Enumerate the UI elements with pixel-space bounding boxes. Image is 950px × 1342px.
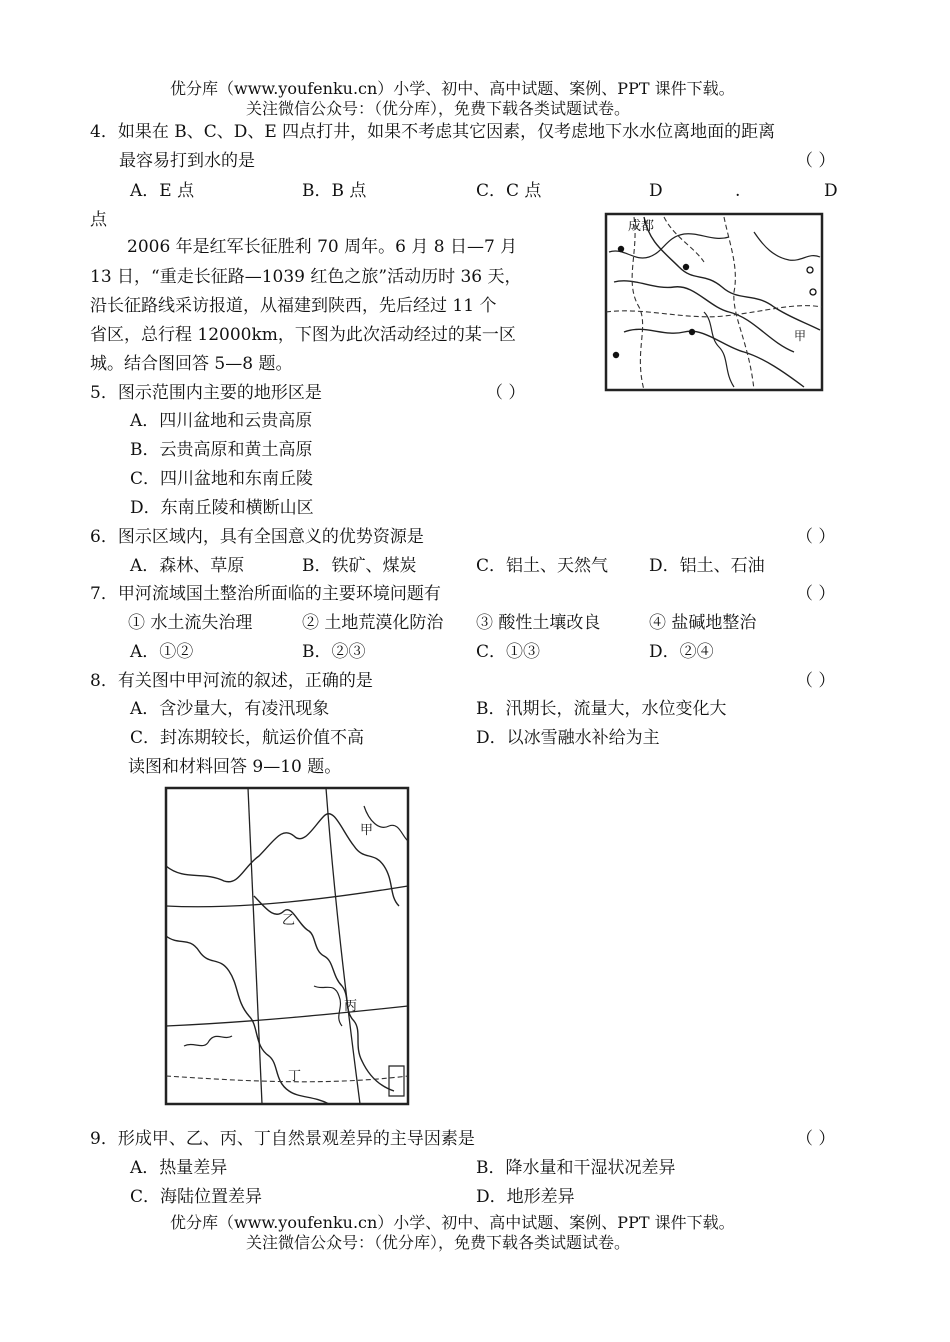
q5-option-a: A．四川盆地和云贵高原: [130, 411, 313, 431]
footer-line-1: 优分库（www.youfenku.cn）小学、初中、高中试题、案例、PPT 课件下载。: [170, 1213, 735, 1232]
q7-item-3: ③ 酸性土壤改良: [476, 613, 601, 633]
q4-answer-paren: （ ）: [796, 151, 836, 171]
q6-option-c: C．铝土、天然气: [476, 556, 609, 576]
map2-label-bing: 丙: [344, 999, 358, 1014]
q8-option-d: D．以冰雪融水补给为主: [476, 728, 660, 748]
q4-option-d-tail: 点: [90, 210, 107, 230]
q7-answer-paren: （ ）: [796, 584, 836, 604]
q8-option-c: C．封冻期较长，航运价值不高: [130, 728, 365, 748]
q9-stem: 9．形成甲、乙、丙、丁自然景观差异的主导因素是: [90, 1129, 475, 1149]
q5-option-b: B．云贵高原和黄土高原: [130, 440, 313, 460]
map2-label-jia: 甲: [360, 823, 374, 838]
q8-stem: 8．有关图中甲河流的叙述，正确的是: [90, 671, 373, 691]
region-map-southwest: [604, 212, 826, 392]
china-east-map: [164, 786, 410, 1106]
region-map-svg: [604, 212, 826, 392]
q5-stem: 5．图示范围内主要的地形区是: [90, 383, 322, 403]
q5-option-c: C．四川盆地和东南丘陵: [130, 469, 314, 489]
q7-option-c: C．①③: [476, 642, 541, 662]
map2-label-ding: 丁: [288, 1069, 302, 1084]
q4-option-a: A．E 点: [130, 181, 195, 201]
q9-option-d: D．地形差异: [476, 1187, 575, 1207]
q4-option-c: C．C 点: [476, 181, 542, 201]
passage-line-3: 沿长征路线采访报道，从福建到陕西，先后经过 11 个: [90, 296, 497, 316]
china-east-map-svg: [164, 786, 410, 1106]
q4-stem-line1: 4．如果在 B、C、D、E 四点打井，如果不考虑其它因素，仅考虑地下水水位离地面的距离: [90, 122, 776, 142]
q7-item-4: ④ 盐碱地整治: [649, 613, 757, 633]
q7-item-1: ① 水土流失治理: [128, 613, 253, 633]
footer-line-2: 关注微信公众号：（优分库），免费下载各类试题试卷。: [246, 1233, 631, 1252]
q7-item-2: ② 土地荒漠化防治: [302, 613, 444, 633]
q6-stem: 6．图示区域内，具有全国意义的优势资源是: [90, 527, 424, 547]
q8-answer-paren: （ ）: [796, 671, 836, 691]
q9-option-c: C．海陆位置差异: [130, 1187, 263, 1207]
q7-option-b: B．②③: [302, 642, 366, 662]
q4-option-b: B．B 点: [302, 181, 367, 201]
q6-option-a: A．森林、草原: [130, 556, 245, 576]
q4-option-d-dot: .: [735, 181, 741, 201]
q6-option-b: B．铁矿、煤炭: [302, 556, 417, 576]
q4-option-d-letter: D: [649, 181, 663, 201]
q7-stem: 7．甲河流域国土整治所面临的主要环境问题有: [90, 584, 441, 604]
q9-option-a: A．热量差异: [130, 1158, 228, 1178]
q4-option-d-text: D: [824, 181, 838, 201]
map1-label-jia: 甲: [794, 329, 807, 343]
q7-option-a: A．①②: [130, 642, 194, 662]
q5-answer-paren: （ ）: [486, 383, 526, 403]
map2-label-yi: 乙: [282, 913, 296, 928]
q8-option-a: A．含沙量大，有凌汛现象: [130, 699, 330, 719]
q5-option-d: D．东南丘陵和横断山区: [130, 498, 314, 518]
q6-option-d: D．铝土、石油: [649, 556, 765, 576]
q4-stem-line2: 最容易打到水的是: [119, 151, 255, 171]
q7-option-d: D．②④: [649, 642, 714, 662]
map1-label-chengdu: 成都: [628, 219, 655, 234]
passage-line-1: 2006 年是红军长征胜利 70 周年。6 月 8 日—7 月: [127, 237, 518, 257]
header-line-2: 关注微信公众号：（优分库），免费下载各类试题试卷。: [246, 99, 631, 118]
passage-line-2: 13 日，“重走长征路—1039 红色之旅”活动历时 36 天，: [90, 267, 522, 287]
q9-answer-paren: （ ）: [796, 1129, 836, 1149]
header-line-1: 优分库（www.youfenku.cn）小学、初中、高中试题、案例、PPT 课件下载。: [170, 79, 735, 98]
passage-line-5: 城。结合图回答 5—8 题。: [90, 354, 293, 374]
q6-answer-paren: （ ）: [796, 527, 836, 547]
passage-line-4: 省区，总行程 12000km，下图为此次活动经过的某一区: [90, 325, 516, 345]
q9-option-b: B．降水量和干湿状况差异: [476, 1158, 676, 1178]
intro-9-10: 读图和材料回答 9—10 题。: [128, 757, 342, 777]
q8-option-b: B．汛期长，流量大，水位变化大: [476, 699, 727, 719]
